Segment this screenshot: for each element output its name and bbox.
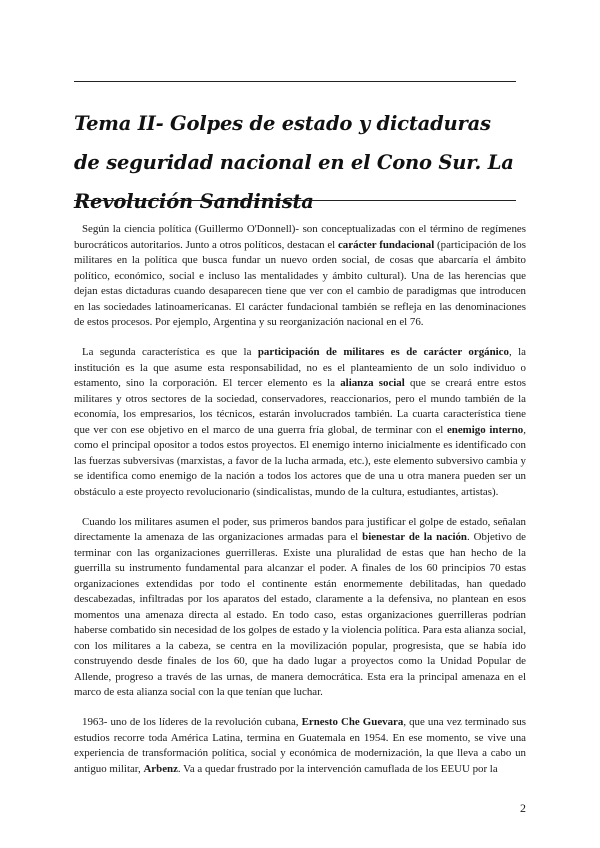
paragraph-text: , la institución es la que asume esta responsabilidad, no es el planteamiento de un solo individuo o estamento, sino la corporación. El tercer elemento es la	[74, 346, 526, 389]
bold-term: participación de militares es de carácter orgánico	[257, 346, 509, 358]
bold-term: carácter fundacional	[337, 238, 435, 251]
paragraph-text: 1963- uno de los líderes de la revolución cubana,	[82, 716, 302, 728]
bottom-rule	[74, 200, 516, 201]
paragraph-text: . Objetivo de terminar con las organizaciones guerrilleras. Existe una pluralidad de estas que han hecho de la guerrilla su instrumento fundamental para alcanzar el poder. A finales de los 60 principios 70 estas organizaciones extendidas por todo el continente están enormemente debilitadas, han quedado descabezadas, infiltradas por los aparatos del estado, claramente a la defensiva, no plantean en esos momentos una amenaza directa al estado. En todo caso, estas organizaciones guerrilleras podrían haberse combatido sin necesidad de los golpes de estado y la violencia política. Para esta alianza social, con los militares a la cabeza, se centra en la movilización popular, progresista, que se había ido construyendo desde finales de los 60, que ha dado lugar a proyectos como la Unidad Popular de Allende, progreso a través de las urnas, de manera democrática. Esta era la principal amenaza en el marco de esta alianza social con la que tenían que luchar.	[74, 531, 527, 698]
bold-term: bienestar de la nación	[362, 531, 467, 543]
paragraph-text: . Va a quedar frustrado por la intervención camuflada de los EEUU por la	[177, 762, 498, 775]
paragraph-2	[74, 345, 526, 500]
paragraph-text: (participación de los militares en la política que busca fundar un nuevo orden social, de cosas que abarcaría el ámbito político, económico, social e incluso las mentalidades y ámbito cultural). Una de las herencias que dejan estas dictaduras cuando desaparecen tiene que ver con el cambio de paradigmas que introducen en las sociedades latinoamericanas. El carácter fundacional también se refleja en las denominaciones de estos procesos. Por ejemplo, Argentina y su reorganización nacional en el 76.	[74, 238, 526, 328]
paragraph-text: , como el principal opositor a todos estos proyectos. El enemigo interno inicialmente es identificado con las fuerzas subversivas (marxistas, a favor de la lucha armada, etc.), este elemento subversivo cambia y se identifica como enemigo de la nación a todos los actores que de una u otra manera pueden ser un obstáculo a este proyecto revolucionario (sindicalistas, mundo de la cultura, estudiantes, artistas).	[74, 423, 526, 498]
paragraph-text: Según la ciencia política (Guillermo O'Donnell)- son conceptualizadas con el término de regímenes burocráticos autoritarios. Junto a otros políticos, destacan el	[74, 223, 526, 251]
document-body	[74, 222, 526, 792]
bold-term: Ernesto Che Guevara	[301, 716, 404, 728]
paragraph-text: , que una vez terminado sus estudios recorre toda América Latina, termina en Guatemala en 1954. En ese momento, se vive una experiencia de transformación política, social y económica de modernización, la que lleva a cabo un antiguo militar,	[74, 716, 526, 775]
top-rule	[74, 81, 516, 82]
paragraph-text: que se creará entre estos militares y otros sectores de la sociedad, conservadores, reaccionarios, pero el mundo también de la economía, los empresarios, los técnicos, estarán involucrados también. La cuarta característica tiene que ver con ese objetivo en el marco de una guerra fría global, de terminar con el	[74, 377, 527, 436]
paragraph-4	[74, 715, 526, 777]
page-title: Tema II- Golpes de estado y dictaduras de seguridad nacional en el Cono Sur. La Revolución Sandinista	[74, 112, 514, 213]
paragraph-text: La segunda característica es que la	[82, 346, 258, 358]
paragraph-text: Cuando los militares asumen el poder, sus primeros bandos para justificar el golpe de estado, señalan directamente la amenaza de las organizaciones armadas para el	[74, 515, 526, 543]
bold-term: alianza social	[340, 377, 405, 389]
bold-term: enemigo interno	[446, 423, 524, 436]
page-number: 2	[520, 801, 526, 815]
paragraph-1	[74, 222, 526, 331]
paragraph-3	[74, 515, 526, 701]
bold-term: Arbenz	[143, 762, 178, 775]
